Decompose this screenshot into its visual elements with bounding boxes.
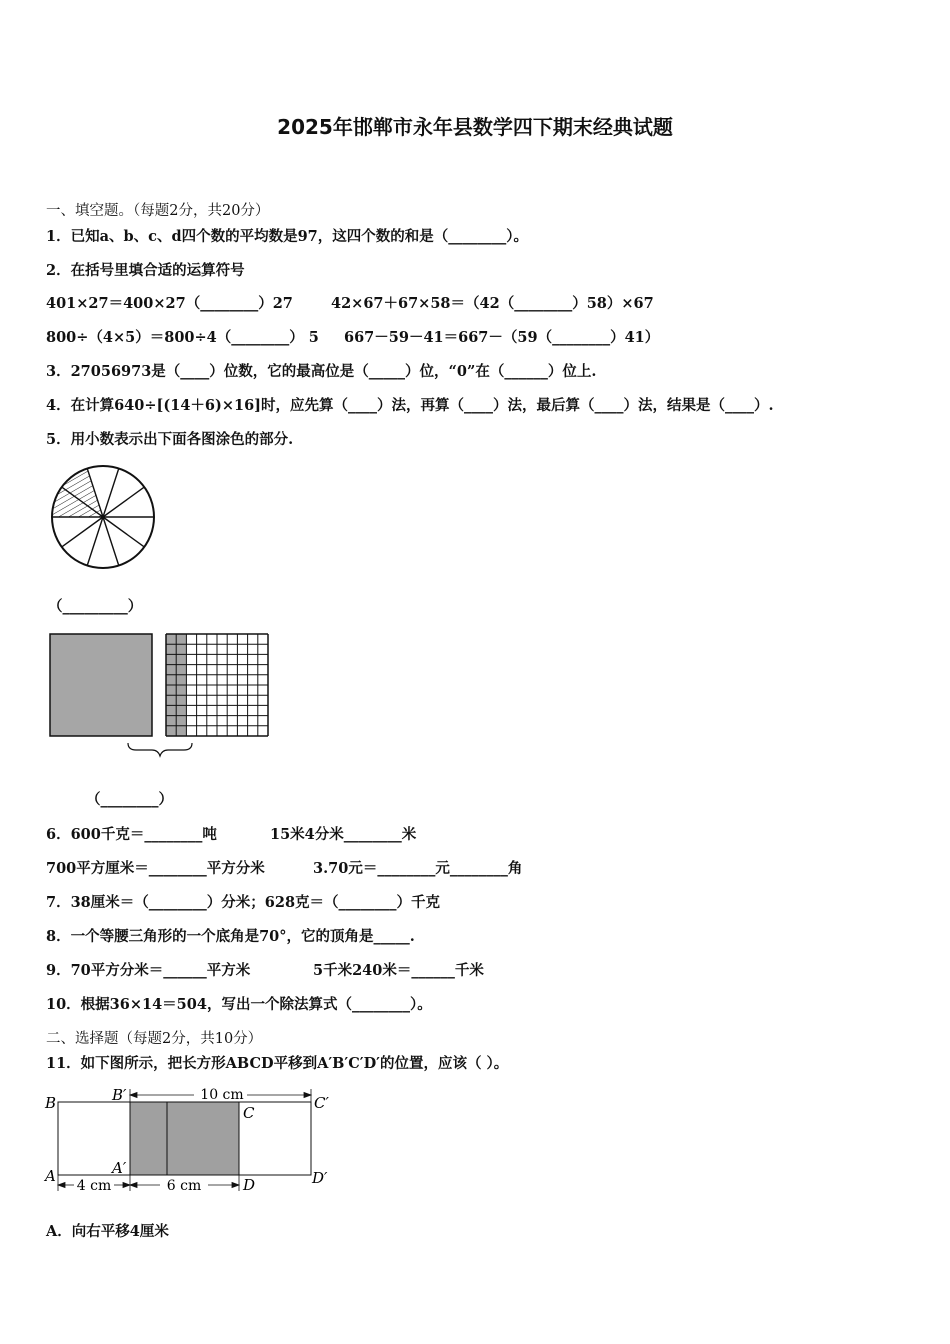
question-9-left: 9．70平方分米＝______平方米 [46, 962, 251, 979]
question-5: 5．用小数表示出下面各图涂色的部分. [46, 431, 294, 448]
label-B-prime: B′ [112, 1086, 127, 1104]
question-6-row-1-right: 15米4分米________米 [270, 826, 417, 843]
circle-spoke [103, 468, 119, 517]
label-B: B [45, 1094, 57, 1112]
section-1-heading: 一、填空题。（每题2分，共20分） [46, 203, 270, 219]
label-top-length: 10 cm [200, 1087, 244, 1103]
question-7: 7．38厘米＝（________）分米；628克＝（________）千克 [46, 894, 441, 911]
circle-spoke [87, 517, 103, 566]
section-2-heading: 二、选择题（每题2分，共10分） [46, 1031, 263, 1047]
label-A: A [45, 1167, 56, 1185]
question-2-row-2-right: 667－59－41＝667－（59（________）41） [344, 329, 660, 346]
question-11: 11．如下图所示，把长方形ABCD平移到A′B′C′D′的位置，应该（ ）。 [46, 1055, 509, 1072]
shaded-grid-figure [48, 632, 272, 762]
label-A-prime: A′ [112, 1159, 127, 1177]
grid-answer: （________） [86, 791, 173, 808]
label-C: C [243, 1104, 255, 1122]
circle-spoke [103, 487, 144, 517]
label-left-length: 4 cm [76, 1178, 112, 1194]
circle-answer: （_________） [48, 598, 143, 615]
label-C-prime: C′ [314, 1094, 329, 1112]
circle-spoke [103, 517, 119, 566]
question-2: 2．在括号里填合适的运算符号 [46, 262, 245, 279]
rectangle-translation-figure [42, 1083, 342, 1198]
question-1: 1．已知a、b、c、d四个数的平均数是97，这四个数的和是（________）。 [46, 228, 529, 245]
question-2-row-2-left: 800÷（4×5）＝800÷4（________） 5 [46, 329, 319, 346]
label-D: D [243, 1176, 256, 1194]
large-shaded-square [50, 634, 152, 736]
question-6-row-2-right: 3.70元＝________元________角 [313, 860, 523, 877]
shaded-circle-figure [48, 465, 158, 575]
question-11-option-a: A．向右平移4厘米 [46, 1223, 169, 1240]
shaded-rectangle [130, 1102, 239, 1175]
circle-spoke [103, 517, 144, 547]
question-6-row-2-left: 700平方厘米＝________平方分米 [46, 860, 265, 877]
question-2-row-1-left: 401×27＝400×27（________）27 [46, 295, 293, 312]
question-6-row-1-left: 6．600千克＝________吨 [46, 826, 217, 843]
question-9-right: 5千米240米＝______千米 [313, 962, 484, 979]
label-mid-length: 6 cm [166, 1178, 202, 1194]
brace [128, 743, 192, 756]
page-title: 2025年邯郸市永年县数学四下期末经典试题 [277, 115, 673, 139]
question-2-row-1-right: 42×67＋67×58＝（42（________）58）×67 [331, 295, 654, 312]
circle-spoke [62, 517, 103, 547]
question-4: 4．在计算640÷[(14＋6)×16]时，应先算（____）法，再算（____）法，最后算（____）法，结果是（____）. [46, 397, 774, 414]
question-10: 10．根据36×14＝504，写出一个除法算式（________）。 [46, 996, 432, 1013]
label-D-prime: D′ [312, 1169, 328, 1187]
question-8: 8．一个等腰三角形的一个底角是70°，它的顶角是_____. [46, 928, 415, 945]
question-3: 3．27056973是（____）位数，它的最高位是（_____）位，“0”在（______）位上. [46, 363, 597, 380]
